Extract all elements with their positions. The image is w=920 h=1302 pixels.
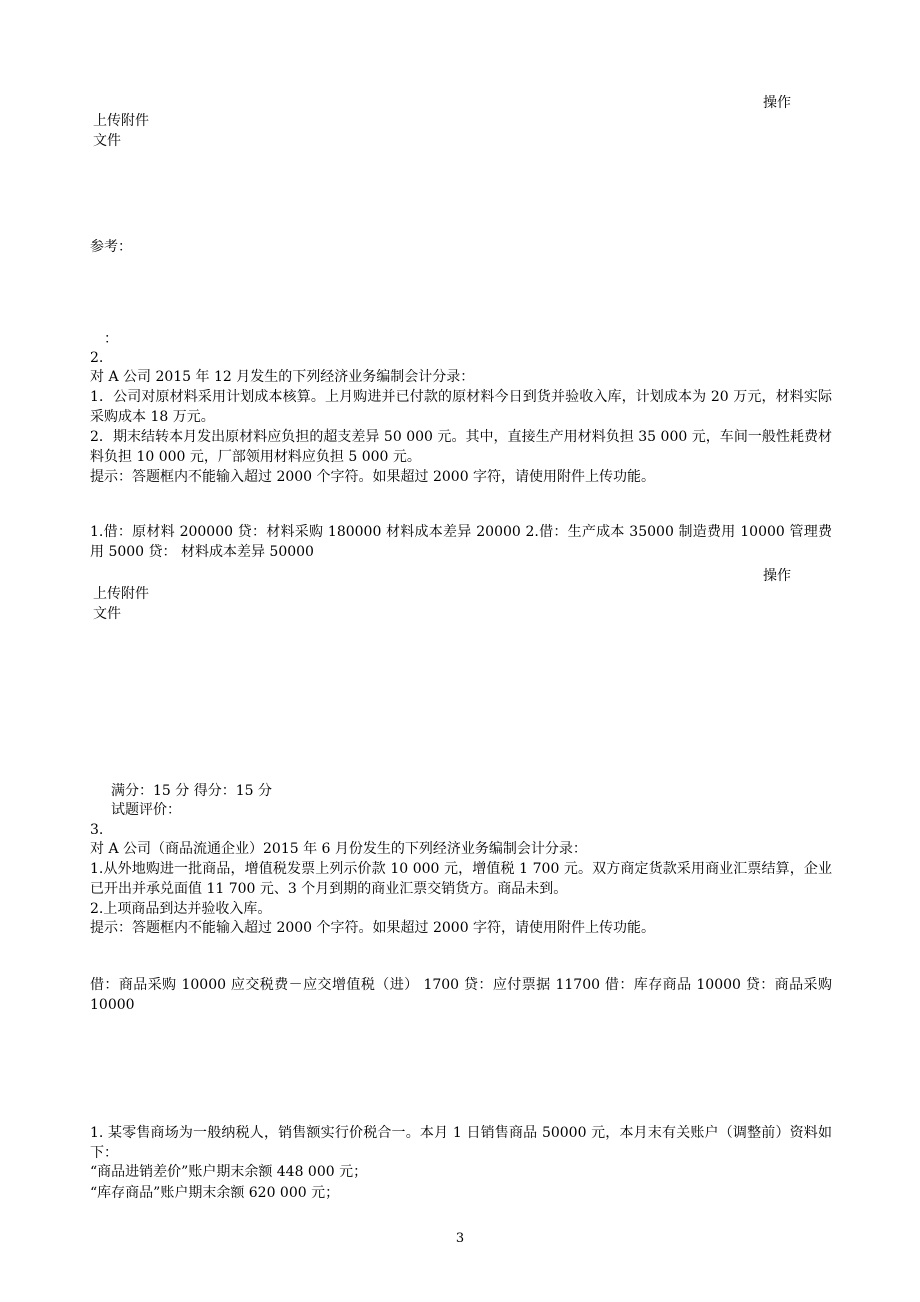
question-intro: 1. 某零售商场为一般纳税人，销售额实行价税合一。本月 1 日销售商品 50000 元，本月末有关账户（调整前）资料如下： — [90, 1125, 832, 1161]
question-item-2: 2.上项商品到达并验收入库。 — [90, 901, 272, 917]
question-number: 3. — [90, 822, 104, 838]
answer-text: 1.借：原材料 200000 贷：材料采购 180000 材料成本差异 20000 2.借：生产成本 35000 制造费用 10000 管理费用 5000 贷： 材料成本差异 50000 — [90, 524, 832, 560]
question-number: 2. — [90, 350, 104, 366]
score-text: 满分：15 分 得分：15 分 — [111, 783, 272, 799]
account-line-1: “商品进销差价”账户期末余额 448 000 元； — [90, 1164, 368, 1180]
question-stem: 对 A 公司 2015 年 12 月发生的下列经济业务编制会计分录： — [90, 369, 475, 385]
upload-attachment-link[interactable]: 上传附件 — [93, 586, 149, 602]
file-label: 文件 — [93, 133, 121, 149]
hint-text: 提示：答题框内不能输入超过 2000 个字符。如果超过 2000 字符，请使用附件上传功能。 — [90, 469, 656, 485]
reference-label: 参考： — [90, 239, 132, 255]
file-label: 文件 — [93, 606, 121, 622]
colon-mark: ： — [104, 331, 118, 347]
operation-label: 操作 — [763, 95, 791, 111]
question-item-1: 1.从外地购进一批商品，增值税发票上列示价款 10 000 元，增值税 1 700 元。双方商定货款采用商业汇票结算，企业已开出并承兑面值 11 700 元、3 个月到期的商业汇票交销货方。商品未到。 — [90, 861, 832, 897]
question-item-2: 2．期末结转本月发出原材料应负担的超支差异 50 000 元。其中，直接生产用材料负担 35 000 元，车间一般性耗费材料负担 10 000 元，厂部领用材料应负担 5 000 元。 — [90, 429, 832, 465]
question-item-1: 1．公司对原材料采用计划成本核算。上月购进并已付款的原材料今日到货并验收入库，计划成本为 20 万元，材料实际采购成本 18 万元。 — [90, 389, 832, 425]
question-stem: 对 A 公司（商品流通企业）2015 年 6 月份发生的下列经济业务编制会计分录： — [90, 841, 587, 857]
evaluation-label: 试题评价： — [111, 802, 181, 818]
upload-attachment-link[interactable]: 上传附件 — [93, 113, 149, 129]
answer-text: 借：商品采购 10000 应交税费－应交增值税（进） 1700 贷：应付票据 11700 借：库存商品 10000 贷：商品采购 10000 — [90, 977, 832, 1013]
page-number: 3 — [455, 1231, 465, 1246]
account-line-2: “库存商品”账户期末余额 620 000 元； — [90, 1185, 340, 1201]
operation-label: 操作 — [763, 568, 791, 584]
hint-text: 提示：答题框内不能输入超过 2000 个字符。如果超过 2000 字符，请使用附件上传功能。 — [90, 920, 656, 936]
